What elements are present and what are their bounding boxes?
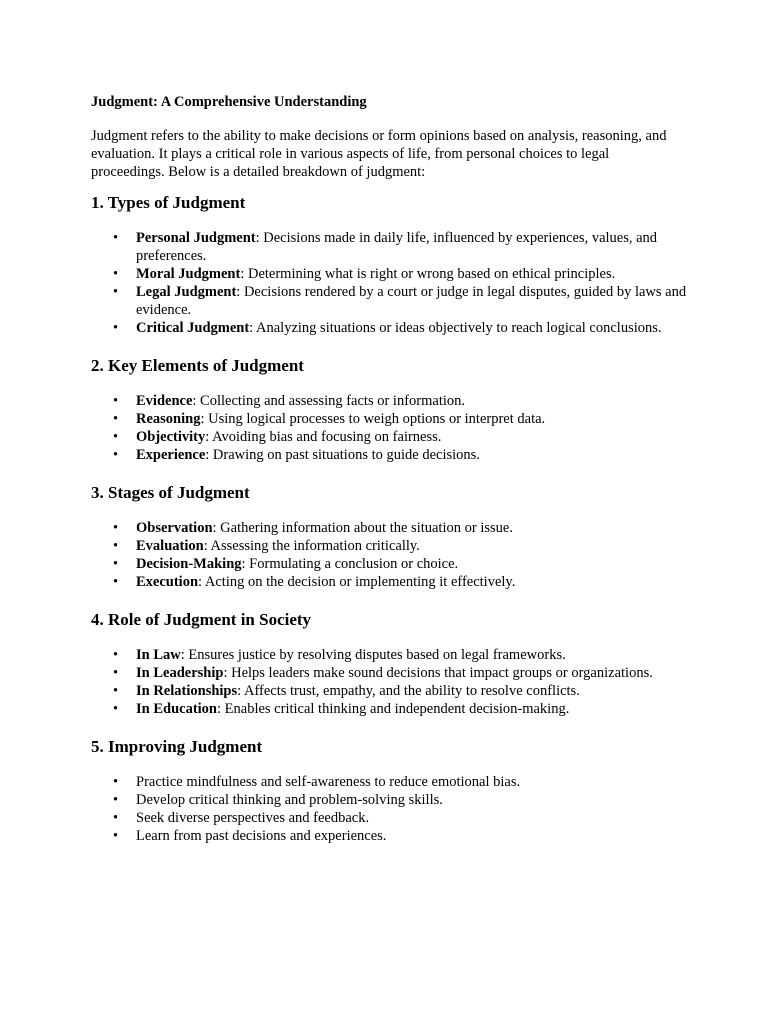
list-item-text: : Gathering information about the situation or issue.: [212, 520, 513, 536]
list-item-text: Seek diverse perspectives and feedback.: [136, 810, 370, 826]
section-heading: 2. Key Elements of Judgment: [91, 356, 304, 375]
section-heading: 1. Types of Judgment: [91, 193, 246, 212]
list-item: [91, 519, 708, 537]
list-item-text: : Enables critical thinking and independent decision-making.: [217, 701, 570, 717]
bullet-list: [91, 519, 708, 591]
list-item: [91, 700, 708, 718]
list-item-text: : Decisions made in daily life, influenced by experiences, values, and preferences.: [136, 230, 658, 264]
list-item-text: : Collecting and assessing facts or information.: [192, 393, 466, 409]
list-item-text: : Using logical processes to weigh options or interpret data.: [200, 411, 546, 427]
list-item-text: : Assessing the information critically.: [203, 538, 420, 554]
list-item-text: : Determining what is right or wrong based on ethical principles.: [240, 266, 616, 282]
list-item-term: Evidence: [136, 393, 193, 409]
section-heading: 4. Role of Judgment in Society: [91, 610, 312, 629]
bullet-list: [91, 646, 708, 718]
list-item-term: In Leadership: [136, 665, 224, 681]
list-item-text: : Affects trust, empathy, and the ability to resolve conflicts.: [237, 683, 580, 699]
intro-paragraph: Judgment refers to the ability to make decisions or form opinions based on analysis, reasoning, and evaluation. It plays a critical role in various aspects of life, from personal choices to legal proceedings. Below is a detailed breakdown of judgment:: [91, 128, 667, 180]
list-item: [91, 446, 708, 464]
list-item-text: : Analyzing situations or ideas objectively to reach logical conclusions.: [249, 320, 662, 336]
list-item: [91, 809, 708, 827]
list-item: [91, 682, 708, 700]
section-role-in-society: [91, 610, 708, 718]
list-item-term: In Education: [136, 701, 217, 717]
list-item-term: Personal Judgment: [136, 230, 256, 246]
list-item: [91, 319, 708, 337]
bullet-list: [91, 229, 708, 337]
list-item-text: : Ensures justice by resolving disputes based on legal frameworks.: [180, 647, 566, 663]
list-item: [91, 537, 708, 555]
section-types: [91, 193, 708, 337]
bullet-list: [91, 392, 708, 464]
document-title: Judgment: A Comprehensive Understanding: [91, 94, 367, 110]
list-item-text: : Avoiding bias and focusing on fairness.: [205, 429, 442, 445]
section-stages: [91, 483, 708, 591]
list-item: [91, 573, 708, 591]
list-item: [91, 791, 708, 809]
section-improving: [91, 737, 708, 845]
bullet-list: [91, 773, 708, 845]
list-item-text: Learn from past decisions and experiences.: [136, 828, 387, 844]
list-item-term: Critical Judgment: [136, 320, 250, 336]
list-item: [91, 410, 708, 428]
list-item-text: : Formulating a conclusion or choice.: [241, 556, 459, 572]
section-heading: 5. Improving Judgment: [91, 737, 263, 756]
list-item-term: Moral Judgment: [136, 266, 241, 282]
list-item-text: Develop critical thinking and problem-solving skills.: [136, 792, 443, 808]
list-item-text: : Decisions rendered by a court or judge in legal disputes, guided by laws and evidence.: [136, 284, 687, 318]
list-item-text: : Drawing on past situations to guide decisions.: [205, 447, 480, 463]
list-item: [91, 229, 708, 265]
list-item-term: Observation: [136, 520, 213, 536]
list-item: [91, 646, 708, 664]
list-item: [91, 283, 708, 319]
list-item: [91, 555, 708, 573]
list-item-text: : Helps leaders make sound decisions that impact groups or organizations.: [223, 665, 653, 681]
list-item: [91, 827, 708, 845]
list-item-term: Evaluation: [136, 538, 204, 554]
list-item: [91, 392, 708, 410]
list-item: [91, 773, 708, 791]
list-item-term: Execution: [136, 574, 199, 590]
list-item-term: Objectivity: [136, 429, 206, 445]
list-item-term: Reasoning: [136, 411, 201, 427]
list-item-term: Experience: [136, 447, 206, 463]
list-item-term: Decision-Making: [136, 556, 242, 572]
list-item-term: In Relationships: [136, 683, 238, 699]
list-item: [91, 265, 708, 283]
list-item-term: In Law: [136, 647, 181, 663]
list-item: [91, 664, 708, 682]
section-key-elements: [91, 356, 708, 464]
list-item-term: Legal Judgment: [136, 284, 237, 300]
list-item-text: Practice mindfulness and self-awareness to reduce emotional bias.: [136, 774, 521, 790]
list-item: [91, 428, 708, 446]
section-heading: 3. Stages of Judgment: [91, 483, 250, 502]
list-item-text: : Acting on the decision or implementing it effectively.: [198, 574, 516, 590]
